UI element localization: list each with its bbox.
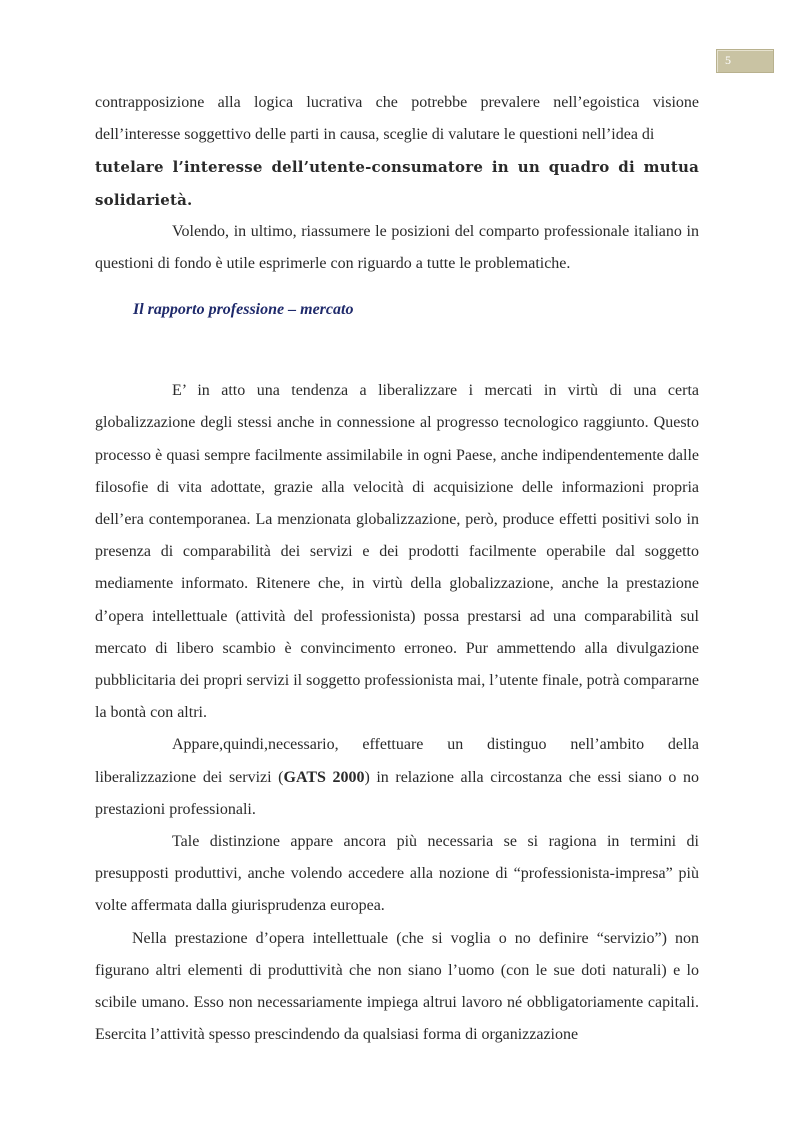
paragraph-3: E’ in atto una tendenza a liberalizzare i mercati in virtù di una certa globalizzazione degli stessi anche in connessione al progresso tecnologico raggiunto. Questo processo è quasi sempre facilmente assimilabile in ogni Paese, anche indipendentemente dalle filosofie di vita adottate, grazie alla velocità di acquisizione delle informazioni propria dell’era contemporanea. La menzionata globalizzazione, però, produce effetti positivi solo in presenza di comparabilità dei servizi e dei prodotti facilmente operabile dal soggetto mediamente informato. Ritenere che, in virtù della globalizzazione, anche la prestazione d’opera intellettuale (attività del professionista) possa prestarsi ad una comparabilità sul mercato di libero scambio è convincimento erroneo. Pur ammettendo alla divulgazione pubblicitaria dei propri servizi il soggetto professionista mai, l’utente finale, potrà compararne la bontà con altri. — [95, 382, 699, 722]
page-number-badge — [716, 49, 774, 73]
paragraph-2: Volendo, in ultimo, riassumere le posizioni del comparto professionale italiano in questioni di fondo è utile esprimerle con riguardo a tutte le problematiche. — [95, 222, 699, 273]
page-number: 5 — [725, 53, 731, 67]
paragraph-4-text-a: Appare,quindi,necessario, effettuare un distinguo nell’ambito della liberalizzazione dei servizi ( — [95, 736, 699, 786]
paragraph-1 — [95, 87, 699, 151]
paragraph-4-text-b: ) in relazione alla circostanza che essi siano o no prestazioni professionali. — [95, 768, 699, 818]
paragraph-5: Tale distinzione appare ancora più necessaria se si ragiona in termini di presupposti produttivi, anche volendo accedere alla nozione di “professionista-impresa” più volte affermata dalla giurisprudenza europea. — [95, 833, 699, 915]
heading-spacer — [95, 324, 699, 375]
paragraph-4 — [95, 729, 699, 826]
section-heading: Il rapporto professione – mercato — [133, 301, 354, 319]
document-body — [95, 87, 699, 1051]
paragraph-1-text: contrapposizione alla logica lucrativa che potrebbe prevalere nell’egoistica visione dell’interesse soggettivo delle parti in causa, sceglie di valutare le questioni nell’idea di — [95, 94, 699, 144]
paragraph-1-emphasis: tutelare l’interesse dell’utente-consumatore in un quadro di mutua solidarietà. — [95, 158, 699, 209]
gats-reference: GATS 2000 — [283, 768, 365, 786]
paragraph-6: Nella prestazione d’opera intellettuale (che si voglia o no definire “servizio”) non figurano altri elementi di produttività che non siano l’uomo (con le sue doti naturali) e lo scibile umano. Esso non necessariamente impiega altrui lavoro né obbligatoriamente capitali. Esercita l’attività spesso prescindendo da qualsiasi forma di organizzazione — [95, 929, 699, 1044]
